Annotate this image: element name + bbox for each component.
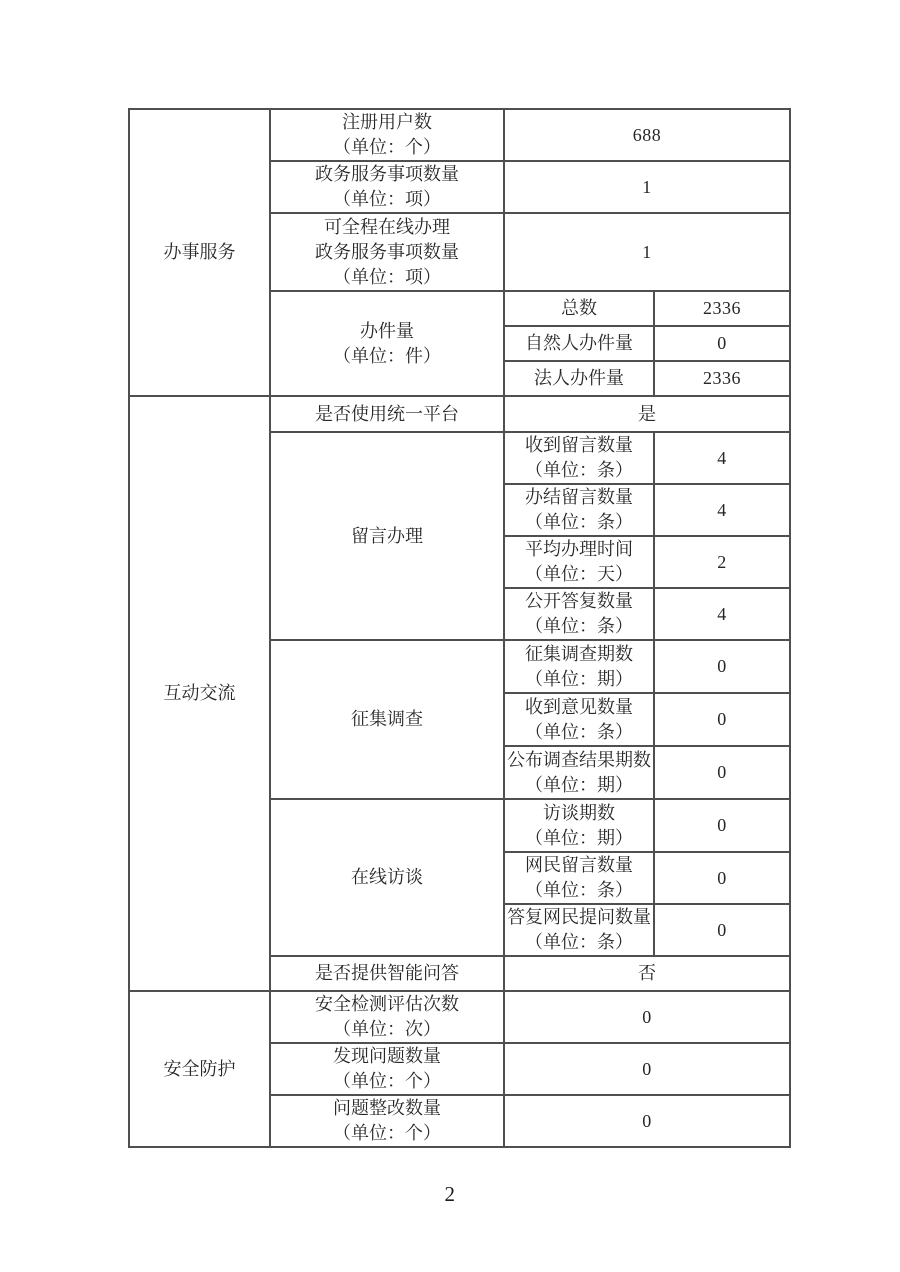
metric-label: 可全程在线办理 [324,216,450,237]
metric-label-cell [270,109,504,161]
metric-unit: （单位：个） [333,137,441,157]
submetric-value: 0 [654,326,790,361]
metric-label: 是否使用统一平台 [315,403,459,424]
metric-label: 安全检测评估次数 [315,994,459,1014]
submetric-unit: （单位：条） [525,880,633,900]
submetric-unit: （单位：天） [525,564,633,584]
metric-label: 问题整改数量 [333,1098,441,1118]
metric-label-cell [270,213,504,291]
submetric-label: 网民留言数量 [525,855,633,875]
metric-label: 办件量 [360,320,414,341]
submetric-unit: （单位：期） [525,774,633,795]
submetric-label: 收到意见数量 [525,696,633,717]
metric-label: 留言办理 [351,525,423,546]
table-row [129,396,790,432]
submetric-label-cell [504,746,654,799]
submetric-value: 0 [654,693,790,746]
category-cell-hudong [129,396,270,991]
metric-label-cell [270,396,504,432]
category-cell-anquan [129,991,270,1147]
metric-label-cell [270,1043,504,1095]
submetric-value: 0 [654,640,790,693]
metric-label: 政务服务事项数量 [315,241,459,262]
metric-label-cell [270,799,504,956]
metric-unit: （单位：个） [333,1071,441,1091]
category-label: 安全防护 [163,1058,236,1079]
submetric-unit: （单位：条） [525,512,633,532]
submetric-value: 4 [654,588,790,640]
submetric-label-cell [504,432,654,484]
submetric-unit: （单位：条） [525,721,633,742]
metric-value: 是 [504,396,790,432]
submetric-label: 总数 [504,291,654,326]
metric-unit: （单位：项） [333,266,441,287]
metric-unit: （单位：件） [333,345,441,366]
metric-value: 1 [504,161,790,213]
submetric-label-cell [504,799,654,852]
submetric-label: 访谈期数 [543,802,615,823]
submetric-value: 2336 [654,361,790,396]
submetric-label: 征集调查期数 [525,643,633,664]
metric-label-cell [270,956,504,991]
submetric-unit: （单位：条） [525,616,633,636]
metric-label: 政务服务事项数量 [315,164,459,184]
metric-label-cell [270,640,504,799]
category-label: 互动交流 [163,683,236,703]
submetric-value: 0 [654,746,790,799]
metric-value: 1 [504,213,790,291]
metric-unit: （单位：项） [333,189,441,209]
submetric-label-cell [504,693,654,746]
submetric-label-cell [504,484,654,536]
submetric-value: 4 [654,484,790,536]
submetric-value: 0 [654,904,790,956]
submetric-value: 0 [654,852,790,904]
submetric-label: 法人办件量 [504,361,654,396]
submetric-label-cell [504,904,654,956]
metric-label: 在线访谈 [351,867,423,887]
metric-label-cell [270,1095,504,1147]
page-number: 2 [444,1182,456,1206]
category-label: 办事服务 [163,242,236,262]
table-row [129,991,790,1043]
submetric-value: 2336 [654,291,790,326]
metric-value: 0 [504,1095,790,1147]
submetric-value: 2 [654,536,790,588]
submetric-value: 4 [654,432,790,484]
table-row [129,109,790,161]
metric-label: 发现问题数量 [333,1046,441,1066]
metric-label: 征集调查 [351,709,423,729]
submetric-label: 平均办理时间 [525,539,633,559]
metric-value: 否 [504,956,790,991]
metric-unit: （单位：次） [333,1019,441,1039]
submetric-label: 答复网民提问数量 [507,907,651,927]
submetric-unit: （单位：条） [525,932,633,952]
metric-label-cell [270,991,504,1043]
submetric-label-cell [504,536,654,588]
metric-label-cell [270,291,504,396]
submetric-unit: （单位：条） [525,460,633,480]
metric-label: 是否提供智能问答 [315,963,459,983]
submetric-label: 公布调查结果期数 [507,749,651,770]
metric-label-cell [270,432,504,640]
submetric-label-cell [504,852,654,904]
submetric-label: 办结留言数量 [525,487,633,507]
submetric-label: 收到留言数量 [525,435,633,455]
submetric-label: 公开答复数量 [525,591,633,611]
metric-label: 注册用户数 [342,112,432,132]
submetric-unit: （单位：期） [525,668,633,689]
metric-unit: （单位：个） [333,1123,441,1143]
metric-label-cell [270,161,504,213]
submetric-value: 0 [654,799,790,852]
metric-value: 0 [504,991,790,1043]
metric-value: 0 [504,1043,790,1095]
submetric-label-cell [504,588,654,640]
submetric-label-cell [504,640,654,693]
category-cell-banshi [129,109,270,396]
statistics-table [128,108,791,1148]
metric-value: 688 [504,109,790,161]
submetric-unit: （单位：期） [525,827,633,848]
submetric-label: 自然人办件量 [504,326,654,361]
